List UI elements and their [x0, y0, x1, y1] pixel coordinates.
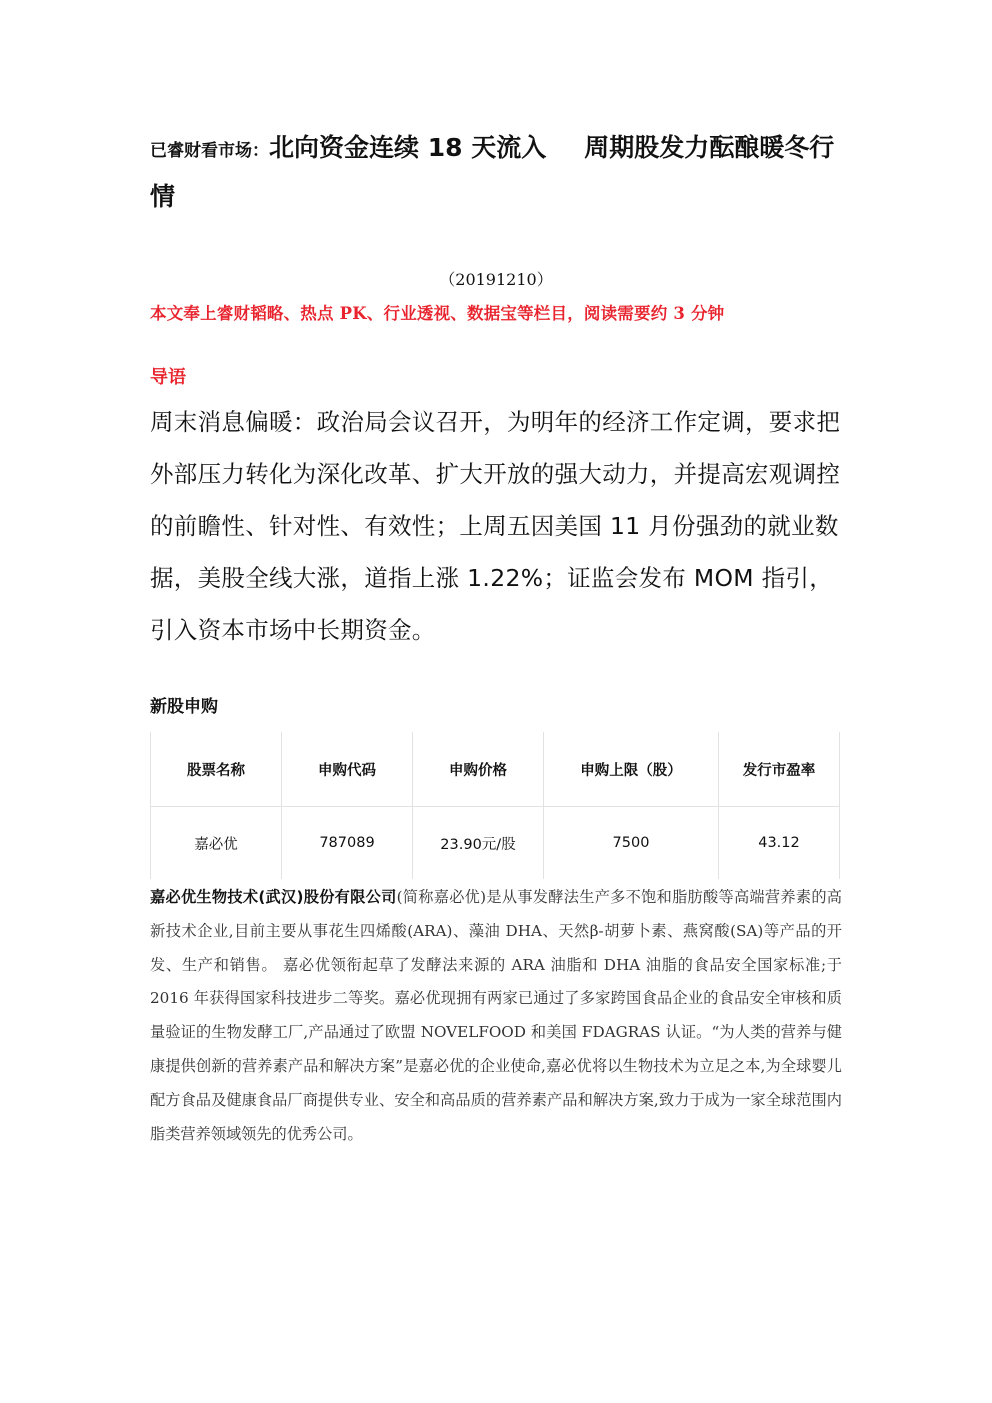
column-header-stock-name: 股票名称 [151, 732, 282, 807]
company-name: 嘉必优生物技术(武汉)股份有限公司 [150, 888, 397, 906]
title-part-1: 北向资金连续 18 天流入 [269, 133, 547, 162]
article-title [150, 125, 842, 220]
article [150, 125, 842, 1151]
cell-stock-name: 嘉必优 [151, 807, 282, 880]
cell-pe: 43.12 [719, 807, 840, 880]
company-description [150, 881, 842, 1151]
column-header-limit: 申购上限（股） [544, 732, 719, 807]
ipo-heading: 新股申购 [150, 697, 218, 717]
cell-price: 23.90元/股 [413, 807, 544, 880]
title-part-2: 周期股发力酝酿暖冬行情 [150, 133, 835, 211]
column-header-pe: 发行市盈率 [719, 732, 840, 807]
ipo-table [150, 732, 840, 879]
intro-body: 周末消息偏暖：政治局会议召开，为明年的经济工作定调，要求把外部压力转化为深化改革、扩大开放的强大动力，并提高宏观调控的前瞻性、针对性、有效性；上周五因美国 11 月份强劲的就业数据，美股全线大涨，道指上涨 1.22%；证监会发布 MOM 指引，引入资本市场中长期资金。 [150, 408, 841, 644]
intro-heading: 导语 [150, 367, 186, 388]
column-header-price: 申购价格 [413, 732, 544, 807]
company-text: (简称嘉必优)是从事发酵法生产多不饱和脂肪酸等高端营养素的高新技术企业,目前主要从事花生四烯酸(ARA)、藻油 DHA、天然β-胡萝卜素、燕窝酸(SA)等产品的开发、生产和销售。 嘉必优领衔起草了发酵法来源的 ARA 油脂和 DHA 油脂的食品安全国家标准;于 2016 年获得国家科技进步二等奖。嘉必优现拥有两家已通过了多家跨国食品企业的食品安全审核和质量验证的生物发酵工厂,产品通过了欧盟 NOVELFOOD 和美国 FDAGRAS 认证。“为人类的营养与健康提供创新的营养素产品和解决方案”是嘉必优的企业使命,嘉必优将以生物技术为立足之本,为全球婴儿配方食品及健康食品厂商提供专业、安全和高品质的营养素产品和解决方案,致力于成为一家全球范围内脂类营养领域领先的优秀公司。 [150, 888, 842, 1143]
cell-code: 787089 [282, 807, 413, 880]
ipo-table-header-row [151, 732, 840, 807]
cell-limit: 7500 [544, 807, 719, 880]
title-prefix: 已睿财看市场： [150, 141, 269, 161]
reading-notice: 本文奉上睿财韬略、热点 PK、行业透视、数据宝等栏目，阅读需要约 3 分钟 [150, 304, 725, 323]
table-row [151, 807, 840, 880]
issue-date: （20191210） [439, 270, 553, 289]
column-header-code: 申购代码 [282, 732, 413, 807]
